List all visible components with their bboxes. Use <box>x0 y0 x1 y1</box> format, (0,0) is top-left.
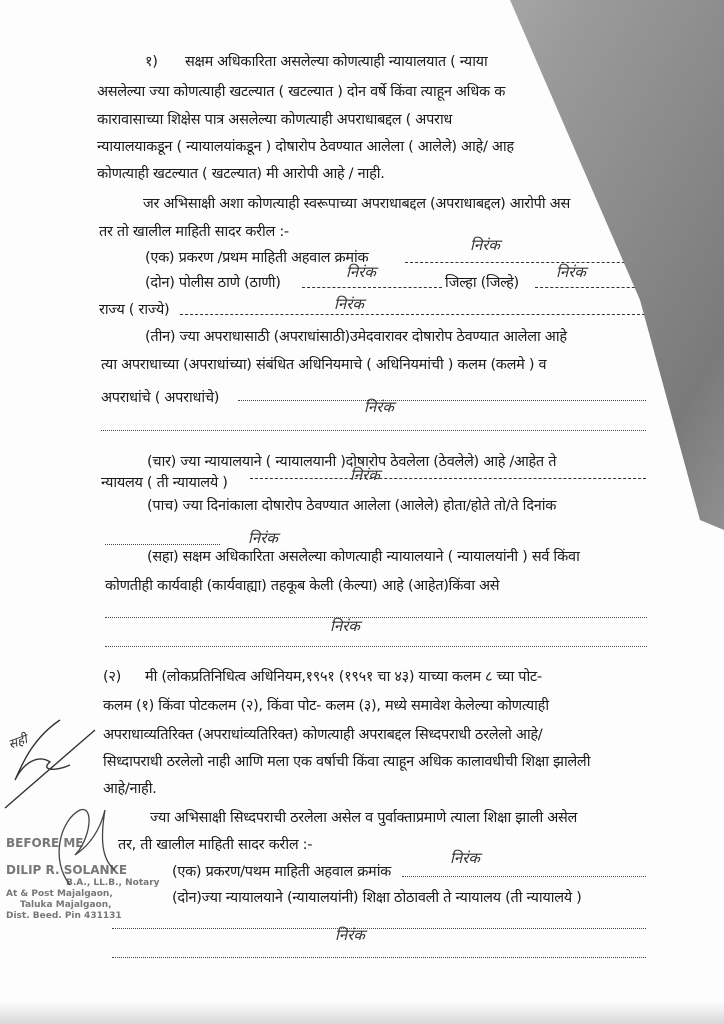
item-char: न्यायलय ( ती न्यायालये ) <box>101 475 228 491</box>
item-ek-field <box>405 262 645 263</box>
stamp-line: BEFORE ME <box>6 836 84 850</box>
para2-intro: ज्या अभिसाक्षी सिध्दपराची ठरलेला असेल व पुर्वाक्ताप्रमाणे त्याला शिक्षा झाली असेल <box>150 810 578 826</box>
item-saha: कोणतीही कार्यवाही (कार्यवाह्या) तहकूब केली (केल्या) आहे (आहेत)किंवा असे <box>105 578 500 594</box>
para2-intro: तर, ती खालील माहिती सादर करील :- <box>118 837 313 853</box>
proceedings-field <box>105 617 647 618</box>
handwritten-initials: सही <box>6 732 30 753</box>
para2-number: (२) <box>103 669 121 685</box>
item-pach: (पाच) ज्या दिनांकाला दोषारोप ठेवण्यात आलेला (आलेले) होता/होते तो/ते दिनांक <box>147 498 557 514</box>
para2-line: अपराधाव्यतिरिक्त (अपराधांव्यतिरिक्त) कोणत्याही अपराबद्दल सिध्दपराधी ठरलेलो आहे/ <box>103 727 543 743</box>
stamp-line: At & Post Majalgaon, <box>6 889 113 899</box>
handwritten-nil: निरंक <box>470 236 500 254</box>
stamp-line: Dist. Beed. Pin 431131 <box>6 911 122 921</box>
para1-line: असलेल्या ज्या कोणत्याही खटल्यात ( खटल्यात ) दोन वर्षे किंवा त्याहून अधिक क <box>97 84 506 100</box>
para2-line: मी (लोकप्रतिनिधित्व अधिनियम,१९५१ (१९५१ चा ४३) याच्या कलम ८ च्या पोट- <box>145 669 542 685</box>
handwritten-nil: निरंक <box>335 926 365 944</box>
stamp-line: B.A., LL.B., Notary <box>66 878 160 888</box>
item-don-label: (दोन) पोलीस ठाणे (ठाणी) <box>145 275 281 291</box>
para1-intro: जर अभिसाक्षी अशा कोणत्याही स्वरूपाच्या अपराधाबद्दल (अपराधाबद्दल) आरोपी अस <box>143 196 570 212</box>
para2-item-ek: (एक) प्रकरण/पथम माहिती अहवाल क्रमांक <box>172 864 391 880</box>
police-station-field <box>302 287 442 288</box>
handwritten-nil: निरंक <box>346 263 376 281</box>
page-bottom-edge <box>0 1000 724 1024</box>
para2-item-don: (दोन)ज्या न्यायालयाने (न्यायालयांनी) शिक्षा ठोठावली ते न्यायालय (ती न्यायालये ) <box>172 890 582 906</box>
proceedings-field-2 <box>105 646 647 647</box>
initials-signature <box>0 700 110 810</box>
para1-line: कारावासाच्या शिक्षेस पात्र असलेल्या कोणत्याही अपराधाबद्दल ( अपराध <box>97 112 453 128</box>
item-teen: त्या अपराधाच्या (अपराधांच्या) संबंधित अधिनियमाचे ( अधिनियमांची ) कलम (कलमे ) व <box>101 357 547 373</box>
para2-court-field-2 <box>112 957 646 958</box>
para1-intro: तर तो खालील माहिती सादर करील :- <box>99 224 289 240</box>
court-field <box>250 478 646 479</box>
para1-line: कोणत्याही खटल्यात ( खटल्यात) मी आरोपी आहे / नाही. <box>97 166 385 182</box>
stamp-line: DILIP R. SOLANKE <box>6 863 128 877</box>
stamp-line: Taluka Majalgaon, <box>20 900 112 910</box>
handwritten-nil: निरंक <box>364 398 394 416</box>
handwritten-nil: निरंक <box>330 617 360 635</box>
state-field <box>180 314 645 315</box>
para1-line: न्यायालयाकडून ( न्यायालयांकडून ) दोषारोप ठेवण्यात आलेला ( आलेले) आहे/ आह <box>97 139 514 155</box>
offences-field <box>238 400 646 401</box>
item-teen: (तीन) ज्या अपराधासाठी (अपराधांसाठी)उमेदवारावर दोषारोप ठेवण्यात आलेला आहे <box>145 329 567 345</box>
para2-line: कलम (१) किंवा पोटकलम (२), किंवा पोट- कलम (३), मध्ये समावेश केलेल्या कोणत्याही <box>103 698 549 714</box>
state-label: राज्य ( राज्ये) <box>99 302 170 318</box>
para1-number: १) <box>145 54 158 70</box>
item-ek-label: (एक) प्रकरण /प्रथम माहिती अहवाल क्रमांक <box>145 250 369 266</box>
para1-line: सक्षम अधिकारिता असलेल्या कोणत्याही न्यायालयात ( न्याया <box>185 54 488 70</box>
handwritten-nil: निरंक <box>334 295 364 313</box>
district-label: जिल्हा (जिल्हे) <box>445 275 519 291</box>
handwritten-nil: निरंक <box>556 263 586 281</box>
notary-signature <box>40 800 120 890</box>
para2-line: सिध्दापराधी ठरलेलो नाही आणि मला एक वर्षाची किंवा त्याहून अधिक कालावधीची शिक्षा झालेली <box>103 754 591 770</box>
district-field <box>535 287 645 288</box>
para2-case-field <box>402 876 646 877</box>
handwritten-nil: निरंक <box>350 466 380 484</box>
item-char: (चार) ज्या न्यायालयाने ( न्यायालयानी )दोषारोप ठेवलेला (ठेवलेले) आहे /आहेत ते <box>147 454 557 470</box>
offences-field-2 <box>101 430 646 431</box>
para2-line: आहे/नाही. <box>103 781 157 797</box>
handwritten-nil: निरंक <box>248 529 278 547</box>
handwritten-nil: निरंक <box>450 849 480 867</box>
item-teen: अपराधांचे ( अपराधांचे) <box>101 390 220 406</box>
para2-court-field <box>112 928 646 929</box>
date-field <box>105 544 220 545</box>
item-saha: (सहा) सक्षम अधिकारिता असलेल्या कोणत्याही न्यायालयाने ( न्यायालयांनी ) सर्व किंवा <box>147 549 580 565</box>
